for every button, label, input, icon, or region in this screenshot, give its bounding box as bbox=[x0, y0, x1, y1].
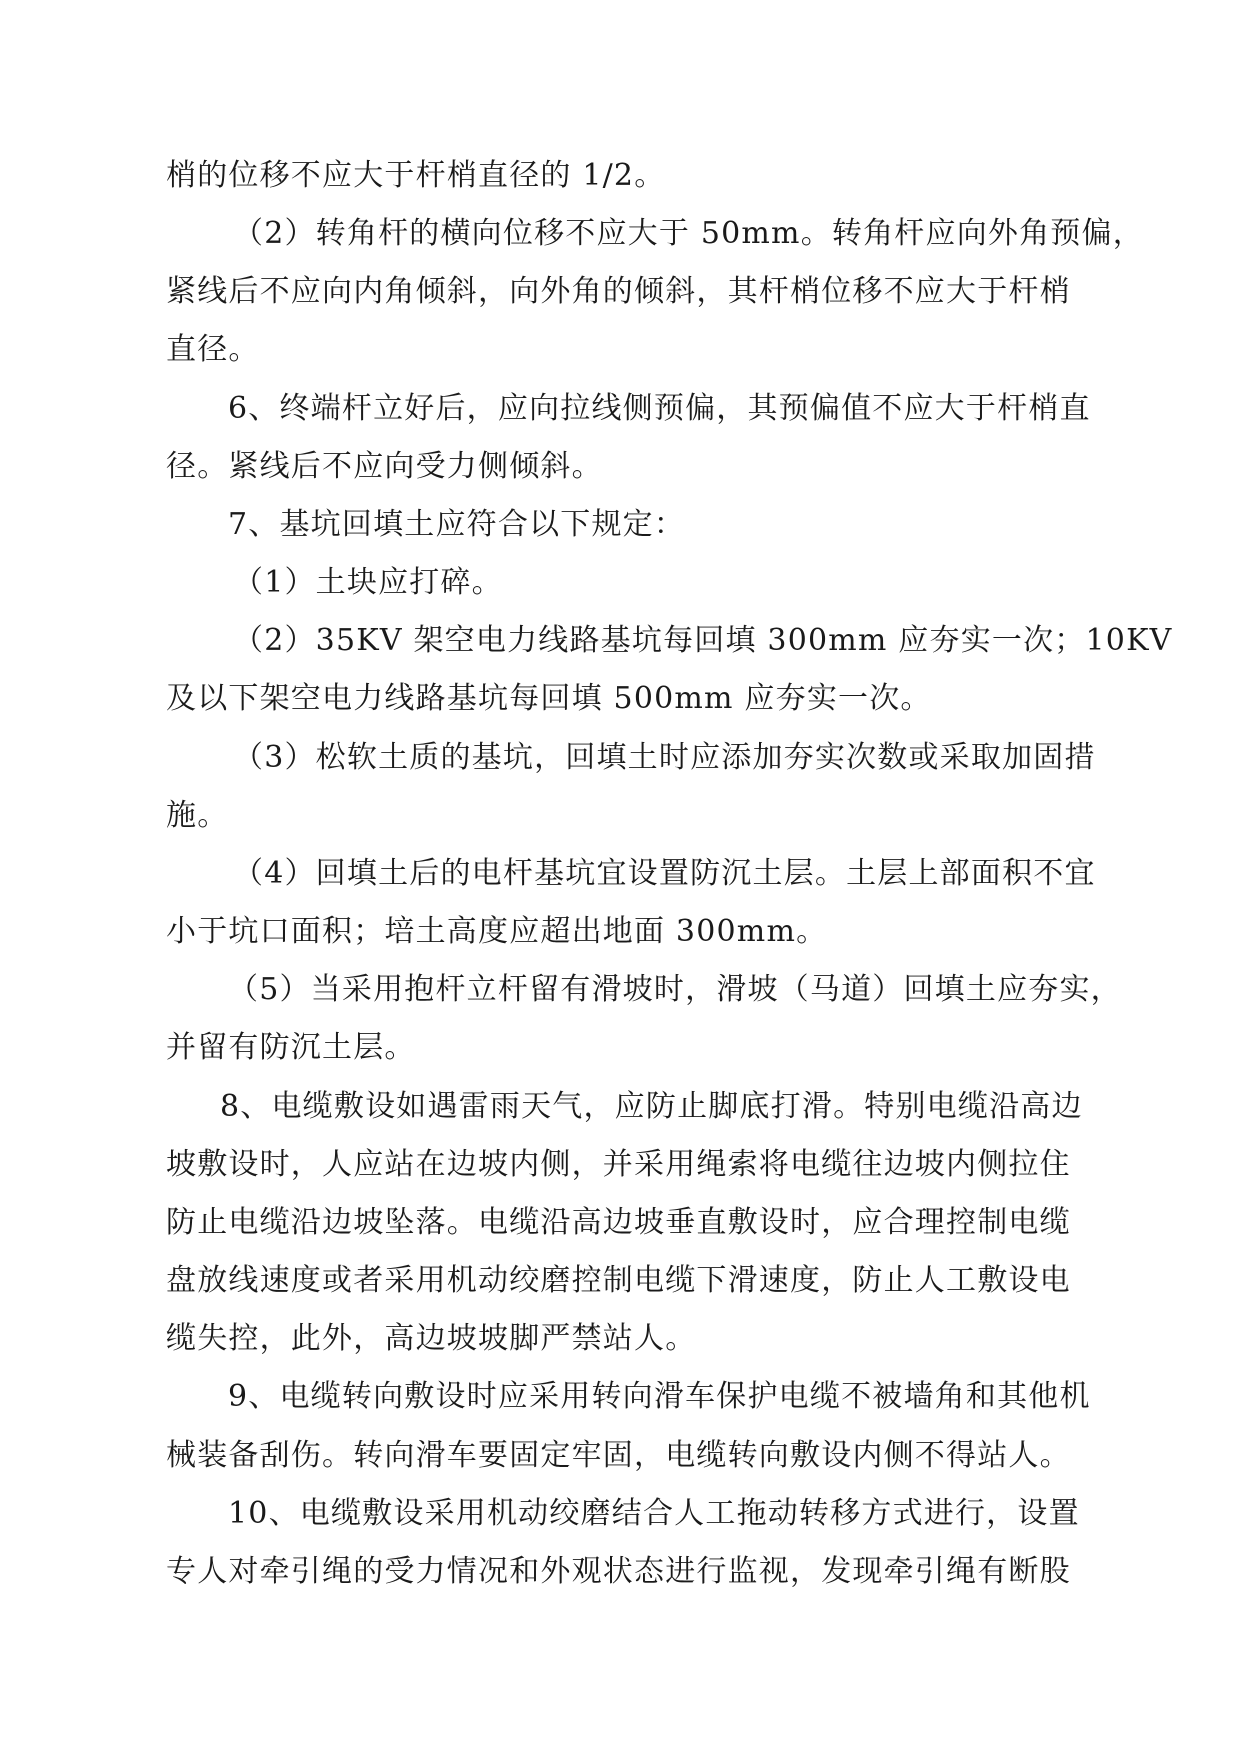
text-line: 小于坑口面积；培土高度应超出地面 300mm。 bbox=[166, 914, 828, 949]
text-line: （2）转角杆的横向位移不应大于 50mm。转角杆应向外角预偏， bbox=[233, 216, 1144, 251]
text-line: 10、电缆敷设采用机动绞磨结合人工拖动转移方式进行，设置 bbox=[228, 1496, 1080, 1531]
text-line: 紧线后不应向内角倾斜，向外角的倾斜，其杆梢位移不应大于杆梢 bbox=[166, 274, 1071, 309]
text-line: 梢的位移不应大于杆梢直径的 1/2。 bbox=[166, 158, 666, 193]
text-line: （3）松软土质的基坑，回填土时应添加夯实次数或采取加固措 bbox=[233, 740, 1096, 775]
text-line: （2）35KV 架空电力线路基坑每回填 300mm 应夯实一次；10KV bbox=[233, 623, 1173, 658]
text-line: 6、终端杆立好后，应向拉线侧预偏，其预偏值不应大于杆梢直 bbox=[228, 391, 1091, 426]
text-line: 径。紧线后不应向受力侧倾斜。 bbox=[166, 449, 603, 484]
text-line: 并留有防沉土层。 bbox=[166, 1030, 416, 1065]
text-line: 8、电缆敷设如遇雷雨天气，应防止脚底打滑。特别电缆沿高边 bbox=[220, 1089, 1083, 1124]
text-line: 施。 bbox=[166, 798, 229, 833]
text-line: 9、电缆转向敷设时应采用转向滑车保护电缆不被墙角和其他机 bbox=[228, 1379, 1091, 1414]
text-line: （1）土块应打碎。 bbox=[233, 565, 503, 600]
text-line: 7、基坑回填土应符合以下规定： bbox=[228, 507, 686, 542]
text-line: 械装备刮伤。转向滑车要固定牢固，电缆转向敷设内侧不得站人。 bbox=[166, 1438, 1071, 1473]
text-line: （4）回填土后的电杆基坑宜设置防沉土层。土层上部面积不宜 bbox=[233, 856, 1096, 891]
text-line: 及以下架空电力线路基坑每回填 500mm 应夯实一次。 bbox=[166, 681, 932, 716]
text-line: （5）当采用抱杆立杆留有滑坡时，滑坡（马道）回填土应夯实， bbox=[228, 972, 1122, 1007]
text-line: 直径。 bbox=[166, 332, 260, 367]
text-line: 专人对牵引绳的受力情况和外观状态进行监视，发现牵引绳有断股 bbox=[166, 1554, 1071, 1589]
text-line: 坡敷设时，人应站在边坡内侧，并采用绳索将电缆往边坡内侧拉住 bbox=[166, 1147, 1071, 1182]
text-line: 缆失控，此外，高边坡坡脚严禁站人。 bbox=[166, 1321, 697, 1356]
text-line: 盘放线速度或者采用机动绞磨控制电缆下滑速度，防止人工敷设电 bbox=[166, 1263, 1071, 1298]
text-line: 防止电缆沿边坡坠落。电缆沿高边坡垂直敷设时，应合理控制电缆 bbox=[166, 1205, 1071, 1240]
